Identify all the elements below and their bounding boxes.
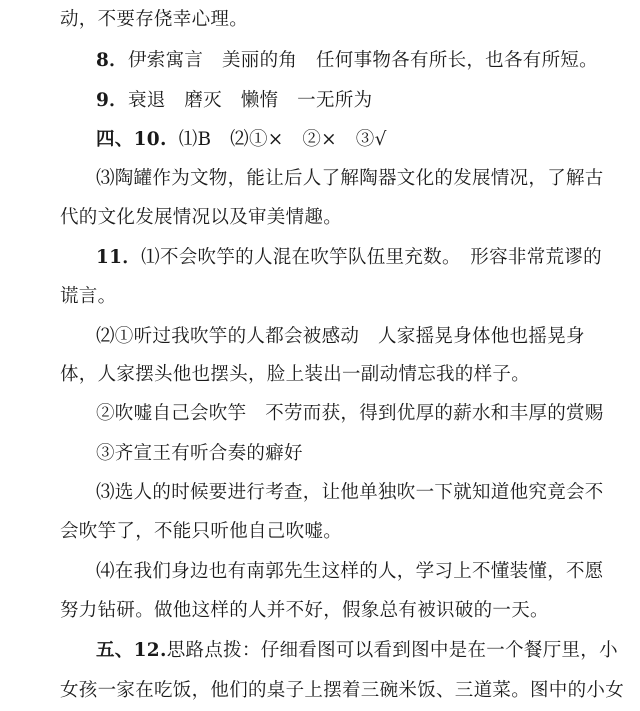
answer-12 — [96, 636, 618, 666]
answer-9 — [96, 86, 590, 116]
line-text: ⑵①听过我吹竽的人都会被感动 人家摇晃身体他也摇晃身 — [96, 326, 585, 347]
answer-10 — [96, 125, 590, 155]
line-text: 谎言。 — [60, 286, 117, 307]
text-line — [60, 203, 590, 233]
line-text: 衰退 磨灭 懒惰 一无所为 — [127, 90, 373, 111]
text-line — [60, 360, 590, 390]
question-number: 8． — [96, 50, 128, 71]
line-text: 伊索寓言 美丽的角 任何事物各有所长，也各有所短。 — [127, 50, 598, 71]
text-line — [60, 596, 590, 626]
text-line — [96, 557, 604, 587]
question-number: 9． — [96, 90, 128, 111]
line-text: ⑷在我们身边也有南郭先生这样的人，学习上不懂装懂，不愿 — [96, 561, 604, 582]
text-line — [60, 5, 590, 35]
question-number: 11． — [96, 247, 142, 268]
line-text: ②吹嘘自己会吹竽 不劳而获，得到优厚的薪水和丰厚的赏赐 — [96, 403, 604, 424]
answer-8 — [96, 46, 598, 76]
line-text: 努力钻研。做他这样的人并不好，假象总有被识破的一天。 — [60, 600, 549, 621]
line-text: ⑶陶罐作为文物，能让后人了解陶器文化的发展情况，了解古 — [96, 168, 604, 189]
line-text: ③齐宣王有听合奏的癖好 — [96, 443, 303, 464]
line-text: 会吹竽了，不能只听他自己吹嘘。 — [60, 521, 343, 542]
question-number: 四、10. — [96, 129, 167, 150]
text-line — [96, 439, 590, 469]
line-text: ⑴不会吹竽的人混在吹竽队伍里充数。 形容非常荒谬的 — [141, 247, 602, 268]
line-text: ⑴B ⑵①× ②× ③√ — [178, 129, 387, 150]
text-line — [96, 322, 590, 352]
question-number: 五、12. — [96, 640, 167, 661]
line-text: ⑶选人的时候要进行考查，让他单独吹一下就知道他究竟会不 — [96, 482, 604, 503]
line-text: 动，不要存侥幸心理。 — [60, 9, 249, 30]
text-line — [60, 517, 590, 547]
text-line — [60, 282, 590, 312]
text-line — [96, 478, 604, 508]
answer-11 — [96, 243, 602, 273]
line-text: 体，人家摆头他也摆头，脸上装出一副动情忘我的样子。 — [60, 364, 531, 385]
text-line — [60, 676, 625, 706]
text-line — [96, 164, 604, 194]
text-line — [96, 399, 604, 429]
line-text: 女孩一家在吃饭，他们的桌子上摆着三碗米饭、三道菜。图中的小女 — [60, 680, 625, 701]
line-text: 代的文化发展情况以及审美情趣。 — [60, 207, 343, 228]
line-text: 思路点拨：仔细看图可以看到图中是在一个餐厅里，小 — [166, 640, 618, 661]
